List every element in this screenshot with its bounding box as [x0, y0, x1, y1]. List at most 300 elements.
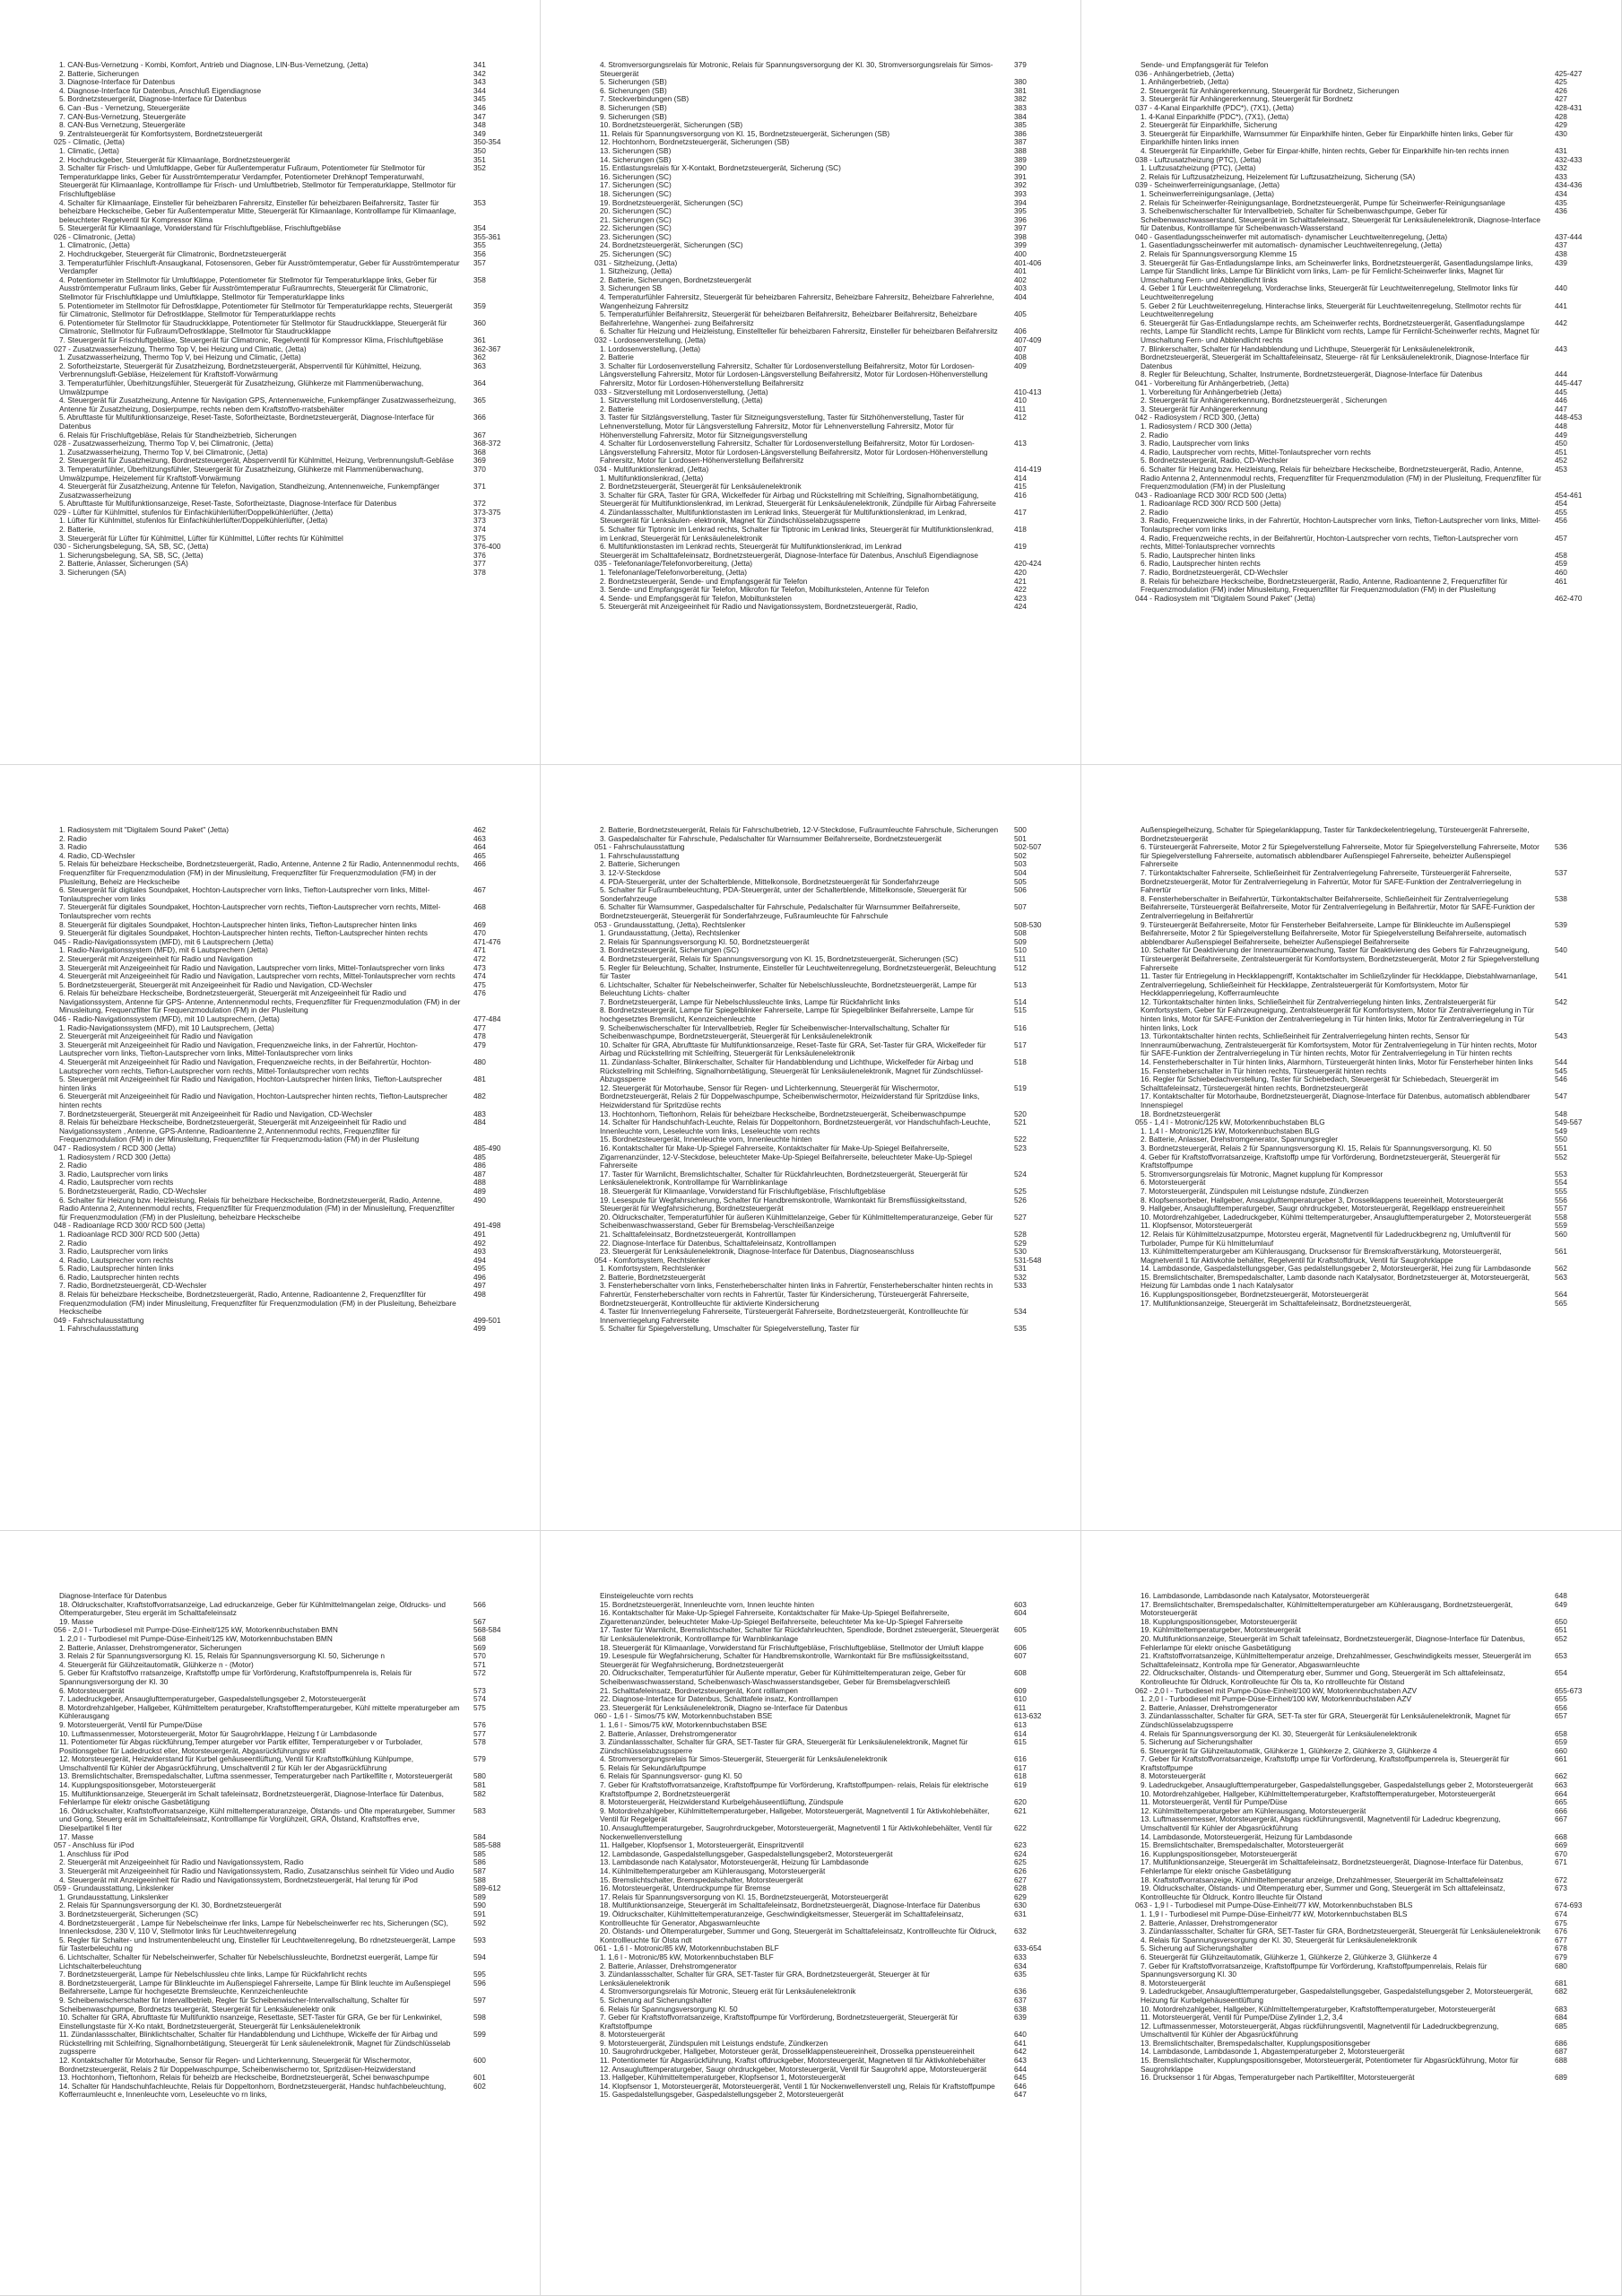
toc-entry — [54, 1058, 513, 1075]
toc-entry — [594, 1927, 1054, 1944]
toc-entry-page-number: 491 — [473, 1229, 486, 1239]
toc-entry-page-number: 432 — [1555, 163, 1567, 173]
toc-entry-title: 2. Batterie, Anlasser, Drehstromgenerator — [600, 1961, 737, 1970]
toc-entry — [54, 1291, 513, 1317]
toc-entry-title: 1. 1,4 l - Motronic/125 kW, Motorkennbuchstaben BLG — [1141, 1126, 1320, 1135]
toc-entry-page-number: 647 — [1014, 2090, 1027, 2100]
toc-entry-title: 3. 12-V-Steckdose — [600, 867, 661, 877]
toc-entry-page-number: 643 — [1014, 2056, 1027, 2066]
toc-entry-page-number: 408 — [1014, 352, 1027, 362]
toc-entry-title: 031 - Sitzheizung, (Jetta) — [594, 257, 678, 267]
toc-entry-page-number: 632 — [1014, 1926, 1027, 1936]
toc-entry-title: 3. Sicherungen SB — [600, 283, 663, 293]
toc-entry — [594, 1970, 1054, 1987]
toc-entry-title: 9. Steuergerät für digitales Soundpaket, Hochton-Lautsprecher hinten rechts, Tiefton-Lautsprecher hinten rechts — [59, 928, 428, 938]
toc-entry-title: 4. Geber für Kraftstoffvorratsanzeige, Kraftstoffp umpe für Vorförderung, Bordnetzsteuergerät, Steuergerät für Kraftstoffpumpe — [1141, 1152, 1501, 1170]
toc-entry-page-number: 370 — [473, 464, 486, 474]
toc-entry — [1135, 1987, 1594, 2005]
toc-entry-page-number: 434-436 — [1555, 180, 1583, 190]
toc-entry-page-number: 460 — [1555, 568, 1567, 578]
toc-entry — [594, 981, 1054, 998]
toc-entry-title: 2. Steuergerät für Anhängererkennung, Bordnetzsteuergerät , Sicherungen — [1141, 396, 1387, 405]
toc-entry-page-number: 543 — [1555, 1031, 1567, 1041]
toc-entry-title: 032 - Lordosenverstellung, (Jetta) — [594, 335, 707, 344]
toc-entry-title: 6. Lichtschalter, Schalter für Nebelscheinwerfer, Schalter für Nebelschlussleuchte, Bordnetzsteuergerät, Lampe für Beleuchtung Lichts- chalter — [600, 979, 977, 998]
toc-entry — [1135, 1884, 1594, 1901]
toc-entry-title: 2. Batterie, Anlasser, Drehstromgenerator, Sicherungen — [59, 1642, 242, 1652]
toc-entry-page-number: 611 — [1014, 1702, 1027, 1712]
toc-entry-page-number: 445-447 — [1555, 378, 1583, 387]
toc-entry-title: 038 - Luftzusatzheizung (PTC), (Jetta) — [1135, 154, 1262, 164]
toc-entry-page-number: 487 — [473, 1169, 486, 1178]
toc-entry-title: 5. Regler für Beleuchtung, Schalter, Instrumente, Einsteller für Leuchtweitenregelung, Bordnetzsteuergerät, Beleuchtung für Taster — [600, 962, 996, 981]
toc-entry-title: 10. Luftmassenmesser, Motorsteuergerät, Motor für Saugrohrklappe, Heizung f ür Lambdasonde — [59, 1728, 377, 1738]
toc-entry — [54, 362, 513, 379]
toc-entry-title: 2. Bordnetzsteuergerät, Steuergerät für Lenksäulenelektronik — [600, 482, 802, 491]
toc-entry-page-number: 419 — [1014, 542, 1027, 552]
toc-entry-page-number: 393 — [1014, 188, 1027, 198]
toc-entry-title: 044 - Radiosystem mit "Digitalem Sound Paket" (Jetta) — [1135, 593, 1315, 603]
toc-entry-page-number: 563 — [1555, 1272, 1567, 1282]
toc-entry — [54, 1738, 513, 1755]
toc-entry-page-number: 629 — [1014, 1892, 1027, 1901]
toc-entry-title: 6. Relais für Spannungsversorgung Kl. 50 — [600, 2004, 738, 2013]
toc-entry-page-number: 453 — [1555, 464, 1567, 474]
toc-entry — [1135, 1092, 1594, 1109]
toc-entry-page-number: 401-406 — [1014, 257, 1042, 267]
toc-entry-title: 17. Bremslichtschalter, Bremspedalschalter, Kühlmitteltemperaturgeber am Kühlerausgang, Bordnetzsteuergerät, Motorsteuergerät — [1141, 1599, 1514, 1618]
toc-entry-page-number: 538 — [1555, 893, 1567, 903]
toc-entry-title: 1. Radiosystem / RCD 300 (Jetta) — [1141, 421, 1253, 430]
toc-entry-title: 11. Potentiometer für Abgasrückführung, Kraftst offdruckgeber, Motorsteuergerät, Magnetven til für Aktivkohlebehälter — [600, 2056, 986, 2066]
toc-entry-title: 2. Hochdruckgeber, Steuergerät für Klimaanlage, Bordnetzsteuergerät — [59, 154, 291, 164]
toc-entry-page-number: 673 — [1555, 1883, 1567, 1893]
toc-entry-page-number: 554 — [1555, 1178, 1567, 1187]
toc-entry-page-number: 568 — [473, 1633, 486, 1643]
toc-entry-title: 2. Steuergerät für Zusatzheizung, Bordnetzsteuergerät, Absperrventil für Kühlmittel, Heizung, Verbrennungsluft-Gebläse — [59, 456, 454, 465]
toc-entry-title: 7. Blinkerschalter, Schalter für Handabblendung und Lichthupe, Steuergerät für Lenksäulenelektronik, Bordnetzsteuergerät, Steuergerät im Schalttafeleinsatz, Steuerge- rät für Lenksäulenelektronik, Diagnose-Interface für Datenbus — [1141, 344, 1530, 370]
toc-entry-title: 9. Ladedruckgeber, Ansauglufttemperaturgeber, Gaspedalstellungsgeber, Gaspedalstellungsgeber 2, Motorsteuergerät, Heizung für Kurbelgehäuseentlüftung — [1141, 1987, 1533, 2005]
toc-entry-title: 3. Sende- und Empfangsgerät für Telefon, Mikrofon für Telefon, Mobiltunkstelen, Antenne für Telefon — [600, 585, 930, 595]
toc-entry-page-number: 674-693 — [1555, 1900, 1583, 1910]
toc-entry-page-number: 513 — [1014, 979, 1027, 989]
toc-entry-page-number: 507 — [1014, 902, 1027, 912]
toc-entry-title: 5. Sicherung auf Sicherungshalter — [1141, 1737, 1253, 1747]
toc-entry-title: 1. Zusatzwasserheizung, Thermo Top V, bei Climatronic, (Jetta) — [59, 447, 268, 457]
toc-entry-title: 19. Bordnetzsteuergerät, Sicherungen (SC) — [600, 197, 743, 207]
toc-entry — [1135, 284, 1594, 301]
toc-entry-title: 19. Lesespule für Wegfahrsicherung, Schalter für Handbremskontrolle, Warnkontakt für Bre msflüssigkeitsstand, Steuergerät für Wegfahrsicherung, Bordnetzsteuergerät — [600, 1651, 969, 1669]
toc-entry-title: 4. Bordnetzsteuergerät , Lampe für Nebelscheinwe rfer links, Lampe für Nebelscheinwerfer rec hts, Sicherungen (SC), Innenlecksdose, 230 V, 110 V, Stellmotor links für Leuchtweitenregelung — [59, 1918, 448, 1936]
toc-entry-page-number: 443 — [1555, 344, 1567, 353]
toc-entry-page-number: 482 — [473, 1091, 486, 1101]
toc-entry-page-number: 450 — [1555, 439, 1567, 448]
toc-entry-title: 2. Radio — [1141, 507, 1168, 517]
toc-entry-page-number: 644 — [1014, 2064, 1027, 2074]
toc-entry-title: 3. Bordnetzsteuergerät, Sicherungen (SC) — [600, 945, 739, 955]
toc-entry-title: 1. Radiosystem / RCD 300 (Jetta) — [59, 1152, 171, 1161]
toc-entry-page-number: 626 — [1014, 1866, 1027, 1875]
toc-entry-title: 13. Bremslichtschalter, Bremspedalschalter, Luftma ssenmesser, Temperaturgeber nach Partikelfilte r, Motorsteuergerät — [59, 1771, 453, 1781]
toc-entry-title: 15. Bremslichtschalter, Kupplungspositionsgeber, Motorsteuergerät, Potentiometer für Abgasrückführung, Motor für Saugrohrklappe — [1141, 2056, 1519, 2074]
toc-entry-title: 5. Bordnetzsteuergerät, Diagnose-Interface für Datenbus — [59, 94, 247, 104]
toc-entry-page-number: 645 — [1014, 2073, 1027, 2083]
toc-entry-title: 1. 1,6 l - Motronic/85 kW, Motorkennbuchstaben BLF — [600, 1952, 774, 1961]
toc-entry-title: 9. Türsteuergerät Beifahrerseite, Motor für Fensterheber Beifahrerseite, Lampe für Blinkleuchte im Außenspiegel Beifahrerseite, Motor 2 für Spiegelverstellung Beifahrerseite, Motor für Spiegelverstellung Beifahrerseite, automatisch abblendbarer Außenspiegel Beifahrerseite, beheizter Außenspiegel Beifahrerseite — [1141, 919, 1527, 946]
toc-entry — [1135, 972, 1594, 998]
toc-entry-page-number: 345 — [473, 94, 486, 104]
toc-entry-page-number: 613 — [1014, 1719, 1027, 1729]
toc-entry-title: 6. Potentiometer für Stellmotor für Staudruckklappe, Potentiometer für Stellmotor für Staudruckklappe, Steuergerät für Climatronic, Stellmotor für Fußraum/Defrostklappe, Stellmotor für Staudruckklappe — [59, 317, 447, 336]
toc-entry-title: 5. Steuergerät mit Anzeigeeinheit für Radio und Navigation, Hochton-Lautsprecher hinten links, Tiefton-Lautsprecher hinten links — [59, 1074, 443, 1092]
toc-entry-page-number: 386 — [1014, 128, 1027, 138]
toc-entry-title: 4. Steuergerät für Einparkhilfe, Geber für Einpar-khilfe, hinten rechts, Geber für Einparkhilfe hin-ten rechts innen — [1141, 145, 1509, 155]
toc-entry-title: 3. Temperaturfühler, Überhitzungsfühler, Steuergerät für Zusatzheizung, Glühkerze mit Flammenüberwachung, Umwälzpumpe, Heizelement für Kraftstoff-Vorwärmung — [59, 464, 424, 483]
toc-entry — [1135, 1815, 1594, 1832]
toc-entry-page-number: 531 — [1014, 1264, 1027, 1274]
toc-entry — [1135, 517, 1594, 534]
toc-entry-page-number: 516 — [1014, 1022, 1027, 1032]
toc-section-heading — [1135, 595, 1594, 604]
toc-entry-title: 14. Lambdasonde, Lambdasonde 1, Abgastemperaturgeber 2, Motorsteuergerät — [1141, 2047, 1405, 2057]
toc-entry-page-number: 549-567 — [1555, 1118, 1583, 1127]
toc-entry-page-number: 422 — [1014, 585, 1027, 595]
toc-entry-title: 049 - Fahrschulausstattung — [54, 1315, 144, 1325]
toc-entry-title: Diagnose-Interface für Datenbus — [59, 1591, 167, 1600]
toc-entry-page-number: 680 — [1555, 1961, 1567, 1970]
toc-entry-title: 4. Temperaturfühler Fahrersitz, Steuergerät für beheizbaren Fahrersitz, Beheizbare Fahrersitz, Beheizbare Fahrerlehne, Wangenheizung Fahrersitz — [600, 292, 994, 310]
toc-entry — [594, 964, 1054, 981]
toc-entry-title: 16. Regler für Schiebedachverstellung, Taster für Schiebedach, Steuergerät für Schiebedach, Steuergerät im Schalttafeleinsatz, Türsteuergerät hinten rechts, Bordnetzsteuergerät — [1141, 1074, 1499, 1092]
toc-entry-page-number: 433 — [1555, 171, 1567, 181]
toc-entry-title: 3. Diagnose-Interface für Datenbus — [59, 77, 176, 87]
toc-entry-page-number: 589 — [473, 1892, 486, 1901]
toc-entry-title: 4. Diagnose-Interface für Datenbus, Anschluß Eigendiagnose — [59, 85, 262, 95]
toc-entry-page-number: 655-673 — [1555, 1685, 1583, 1695]
toc-entry-page-number: 468 — [473, 902, 486, 912]
toc-entry-page-number: 525 — [1014, 1186, 1027, 1196]
toc-entry-page-number: 390 — [1014, 163, 1027, 173]
toc-entry-title: 7. Radio, Bordnetzsteuergerät, CD-Wechsler — [59, 1281, 207, 1291]
toc-entry-title: 030 - Sicherungsbelegung, SA, SB, SC, (Jetta) — [54, 542, 209, 552]
toc-entry-page-number: 439 — [1555, 257, 1567, 267]
toc-entry-page-number: 357 — [473, 257, 486, 267]
toc-entry-page-number: 571 — [473, 1659, 486, 1669]
toc-entry-page-number: 530 — [1014, 1247, 1027, 1257]
toc-entry-page-number: 347 — [473, 111, 486, 121]
toc-entry — [594, 860, 1054, 869]
toc-entry-title: 1. Climatronic, (Jetta) — [59, 240, 130, 250]
toc-entry — [54, 199, 513, 225]
toc-entry-title: 13. Hochtonhorn, Tieftonhorn, Relais für beheizbare Heckscheibe, Bordnetzsteuergerät, Scheibenwaschpumpe — [600, 1109, 967, 1118]
toc-entry-page-number: 359 — [473, 300, 486, 310]
toc-entry-page-number: 449 — [1555, 430, 1567, 439]
toc-entry-title: 3. Steuergerät für Lüfter für Kühlmittel, Lüfter für Kühlmittel, Lüfter rechts für Kühlmittel — [59, 533, 343, 543]
toc-entry-title: 16. Öldruckschalter, Kraftstoffvorratsanzeige, Kühl mitteltemperaturanzeige, Ölstands- und Ölte mperaturgeber, Summer und Gong, Steuerg erät im Schalttafeleinsatz, Kontrolllampe für Vorglühzeit, GRA, Ölstand, Kraftstoffres erve, Dieselpartikel fi lter — [59, 1805, 455, 1833]
toc-entry-title: 5. Schalter für Spiegelverstellung, Umschalter für Spiegelverstellung, Taster für — [600, 1324, 860, 1334]
toc-entry-page-number: 639 — [1014, 2013, 1027, 2022]
toc-entry-title: 5. Sicherungen (SB) — [600, 77, 667, 87]
toc-entry-title: 033 - Sitzverstellung mit Lordosenverstellung, (Jetta) — [594, 387, 768, 396]
toc-entry-page-number: 564 — [1555, 1290, 1567, 1300]
toc-entry-title: 4. Zündanlassschalter, Multifunktionstasten im Lenkrad links, Steuergerät für Multifunktionslenkrad, im Lenkrad, Steuergerät für Lenksäulen- elektronik, Magnet für Zündschlüsselabzugssperre — [600, 507, 967, 526]
toc-entry-title: 2. Radio — [59, 1161, 87, 1170]
toc-entry-title: 22. Diagnose-Interface für Datenbus, Schalttafeleinsatz, Kontrolllampen — [600, 1238, 837, 1248]
toc-entry-page-number: 471 — [473, 945, 486, 955]
toc-entry-page-number: 683 — [1555, 2004, 1567, 2013]
toc-entry-title: 1. Gasentladungsscheinwerfer mit automatisch- dynamischer Leuchtweitenregelung, (Jetta) — [1141, 240, 1443, 250]
toc-entry-page-number: 483 — [473, 1109, 486, 1118]
toc-entry-page-number: 636 — [1014, 1987, 1027, 1996]
toc-entry-title: 3. Radio, Lautsprecher vorn links — [1141, 439, 1250, 448]
toc-entry-page-number: 580 — [473, 1771, 486, 1781]
toc-entry-page-number: 555 — [1555, 1186, 1567, 1196]
toc-entry-page-number: 448 — [1555, 421, 1567, 430]
toc-entry-page-number: 515 — [1014, 1005, 1027, 1015]
toc-entry-page-number: 384 — [1014, 111, 1027, 121]
document-page — [541, 0, 1081, 765]
toc-entry-title: 027 - Zusatzwasserheizung, Thermo Top V, bei Heizung und Climatic, (Jetta) — [54, 344, 307, 353]
toc-entry-title: 7. Steuergerät für Frischluftgebläse, Steuergerät für Climatronic, Regelventil für Kompressor Klima, Frischluftgebläse — [59, 335, 444, 344]
toc-entry-title: 028 - Zusatzwasserheizung, Thermo Top V, bei Climatronic, (Jetta) — [54, 439, 273, 448]
toc-entry-title: 7. Geber für Kraftstoffvorratsanzeige, Kraftstoffpumpe für Vorförderung, Kraftstoffpumpenrelais, Relais für Spannungsversorgung Kl. 30 — [1141, 1961, 1488, 1979]
toc-entry — [594, 345, 1054, 354]
toc-entry-title: 7. Bordnetzsteuergerät, Lampe für Nebelschlussleuchte links, Lampe für Rückfahrlicht links — [600, 996, 900, 1006]
toc-entry — [1135, 895, 1594, 921]
toc-entry — [54, 259, 513, 276]
toc-entry-page-number: 361 — [473, 335, 486, 344]
toc-entry-page-number: 420 — [1014, 568, 1027, 578]
toc-entry-title: 8. Sicherungen (SB) — [600, 102, 667, 112]
toc-entry-page-number: 675 — [1555, 1918, 1567, 1927]
toc-entry-page-number: 560 — [1555, 1229, 1567, 1239]
document-page — [0, 0, 541, 765]
toc-entry-title: 1. Radio-Navigationssystem (MFD), mit 10 Lautsprechern, (Jetta) — [59, 1022, 274, 1032]
toc-entry-title: 3. Fensterheberschalter vorn links, Fensterheberschalter hinten links in Fahrertür, Fensterheberschalter hinten rechts in Fahrertür, Fensterheberschalter vorn rechts in Fahrertür, Taster für Kindersicherung, Türsteuergerät Fahrerseite, Bordnetzsteuergerät, Kontrollleuchte für aktivierte Kindersicherung — [600, 1281, 993, 1308]
toc-entry-page-number: 491-498 — [473, 1221, 501, 1231]
toc-entry-title: 10. Motordrehzahlgeber, Ladedruckgeber, Kühlmi tteltemperaturgeber, Ansauglufttemperaturgeber 2, Motorsteuergerät — [1141, 1212, 1531, 1222]
toc-entry — [54, 903, 513, 920]
toc-entry-title: 1. Radioanlage RCD 300/ RCD 500 (Jetta) — [1141, 499, 1281, 509]
toc-entry-title: 16. Kupplungspositionsgeber, Bordnetzsteuergerät, Motorsteuergerät — [1141, 1290, 1369, 1300]
toc-entry-page-number: 540 — [1555, 945, 1567, 955]
toc-entry-title: 8. Klopfsensorbeber, Hallgeber, Ansauglufttemperaturgeber 3, Drosselklappens teuereinheit, Motorsteuergerät — [1141, 1195, 1504, 1205]
toc-entry-title: 10. Saugrohrdruckgeber, Hallgeber, Motorsteuer gerät, Drosselklappensteuereinheit, Drosselka ppensteuereinheit — [600, 2047, 975, 2057]
toc-entry-page-number: 620 — [1014, 1797, 1027, 1807]
toc-entry-page-number: 416 — [1014, 490, 1027, 500]
toc-entry-title: 12. Türkontaktschalter hinten links, Schließeinheit für Zentralverriegelung hinten links, Zentralsteuergerät für Komfortsystem, Geber für Fahrzeugneigung, Zentralsteuergerät für Komfortsystem, Motor für Zentralverriegelung in Tür hinten links, Motor für SAFE-Funktion der Zentralverriegelung in Tür hinten links, Motor für Zentralverriegelung in Tür hinten links, Lock — [1141, 996, 1534, 1032]
toc-entry-page-number: 509 — [1014, 936, 1027, 946]
toc-entry-title: 3. Steuergerät mit Anzeigeeinheit für Radio und Navigation, Lautsprecher vorn links, Mittel-Tonlautsprecher vorn links — [59, 962, 445, 972]
toc-entry-page-number: 471-476 — [473, 936, 501, 946]
toc-entry-title: 8. Relais für beheizbare Heckscheibe, Bordnetzsteuergerät, Radio, Antenne, Radioantenne 2, Frequenzfilter für Frequenzmodulation (FM) inder Minusleitung, Frequenzfilter für Frequenzmodulation (FM) in der Plusleitung, Beheizbare Heckscheibe — [59, 1290, 456, 1317]
toc-entry — [54, 1669, 513, 1686]
toc-entry-page-number: 622 — [1014, 1823, 1027, 1833]
toc-entry-title: 3. Schalter für Lordosenverstellung Fahrersitz, Schalter für Lordosenverstellung Beifahrersitz, Motor für Lordosen-Längsverstellung Fahrersitz, Motor für Lordosen-Längsverstellung Beifahrersitz, Motor für Lordosen-Höhenverstellung Fahrersitz, Motor für Lordosen-Höhenverstellung Beifahrersitz — [600, 361, 988, 387]
toc-entry-title: 17. Taster für Warnlicht, Bremslichtschalter, Schalter für Rückfahrleuchten, Spendlode, Bordnet zsteuergerät, Steuergerät für Lenksäulenelektronik, Kontrolllampe für Warnblinkanlage — [600, 1625, 1000, 1643]
toc-entry-page-number: 438 — [1555, 249, 1567, 259]
toc-entry-page-number: 503 — [1014, 859, 1027, 869]
toc-entry — [594, 1308, 1054, 1325]
toc-entry — [1135, 1274, 1594, 1291]
toc-entry-page-number: 682 — [1555, 1987, 1567, 1996]
toc-entry-title: 14. Lambdasonde, Motorsteuergerät, Heizung für Lambdasonde — [1141, 1831, 1353, 1841]
toc-entry-page-number: 641 — [1014, 2038, 1027, 2048]
toc-entry-page-number: 489 — [473, 1186, 486, 1196]
toc-entry-title: 7. Geber für Kraftstoffvorratsanzeige, Kraftstoffpumpe für Vorförderung, Bordnetzsteuergerät, Steuergerät für Kraftstoffpumpe — [600, 2013, 958, 2031]
toc-entry-title: 2. Batterie — [600, 404, 634, 413]
toc-entry-title: 15. Multifunktionsanzeige, Steuergerät im Schalt tafeleinsatz, Bordnetzsteuergerät, Diagnose-Interface für Datenbus, Fehlerlampe für elektr onische Gasbetätigung — [59, 1788, 444, 1807]
toc-entry-page-number: 549 — [1555, 1126, 1567, 1135]
toc-entry-page-number: 401 — [1014, 266, 1027, 276]
toc-entry-title: 2. Steuergerät für Einparkhilfe, Sicherung — [1141, 120, 1278, 130]
toc-entry-page-number: 669 — [1555, 1840, 1567, 1850]
toc-entry-title: 6. Steuergerät mit Anzeigeeinheit für Radio und Navigation, Hochton-Lautsprecher hinten rechts, Tiefton-Lautsprecher hinten rechts — [59, 1091, 448, 1109]
toc-entry-title: 5. Relais für Sekundärluftpumpe — [600, 1762, 707, 1772]
toc-entry-title: 4. Radio, Lautsprecher vorn rechts, Mittel-Tonlautsprecher vorn rechts — [1141, 447, 1371, 457]
toc-entry-title: 2. Batterie, — [59, 525, 96, 535]
toc-entry — [594, 1170, 1054, 1187]
toc-entry-title: 12. Lambdasonde, Gaspedalstellungsgeber, Gaspedalstellungsgeber2, Motorsteuergerät — [600, 1848, 893, 1858]
toc-entry-page-number: 481 — [473, 1074, 486, 1084]
toc-entry-title: 17. Kontaktschalter für Motorhaube, Bordnetzsteuergerät, Diagnose-Interface für Datenbus, automatisch abblendbarer Innenspiegel — [1141, 1091, 1531, 1109]
toc-entry-title: 4. Taster für Innenverriegelung Fahrerseite, Türsteuergerät Fahrerseite, Bordnetzsteuergerät, Kontrollleuchte für Innenverriegelung Fahrerseite — [600, 1307, 969, 1325]
toc-entry-page-number: 633-654 — [1014, 1944, 1042, 1953]
toc-entry-title: 12. Ansauglufttemperaturgeber, Saugr ohrdruckgeber, Motorsteuergerät, Ventil für Saugrohrkl appe, Motorsteuergerät — [600, 2064, 987, 2074]
toc-entry-title: 16. Kontaktschalter für Make-Up-Spiegel Fahrerseite, Kontaktschalter für Make-Up-Spiegel Beifahrerseite, Zigarrenanzünder, 12-V-Steckdose, beleuchteter Make-Up-Spiegel Beifahrerseite, beleuchteter Make-Up-Spiegel Fahrerseite — [600, 1143, 973, 1170]
document-page — [541, 765, 1081, 1531]
toc-entry-title: 055 - 1,4 l - Motronic/125 kW, Motorkennbuchstaben BLG — [1135, 1118, 1325, 1127]
toc-entry-page-number: 583 — [473, 1805, 486, 1815]
toc-entry-title: 7. Geber für Kraftstoffvorratsanzeige, Kraftstoffp umpe für Vorförderung, Kraftstoffpumpenrela is, Steuergerät für Kraftstoffpumpe — [1141, 1754, 1510, 1772]
toc-entry-title: 2. Batterie — [600, 352, 634, 362]
toc-entry-page-number: 448-453 — [1555, 413, 1583, 422]
toc-entry-title: 1. Telefonanlage/Telefonvorbereitung, (Jetta) — [600, 568, 748, 578]
toc-entry-title: 12. Hochtonhorn, Bordnetzsteuergerät, Sicherungen (SB) — [600, 137, 790, 147]
toc-entry-title: 043 - Radioanlage RCD 300/ RCD 500 (Jetta) — [1135, 490, 1287, 500]
toc-entry-page-number: 602 — [473, 2081, 486, 2091]
toc-entry-page-number: 688 — [1555, 2056, 1567, 2066]
toc-entry — [54, 1755, 513, 1772]
toc-entry-title: 8. Fensterheberschalter in Beifahrertür, Türkontaktschalter Beifahrerseite, Schließeinheit für Zentralverriegelung Beifahrerseite, Türsteuergerät Beifahrerseite, Motor für Zentralverriegelung in Beifahrertür, Motor für SAFE-Funktion der Zentralverriegelung in Beifahrertür — [1141, 893, 1535, 920]
toc-entry-page-number: 614 — [1014, 1728, 1027, 1738]
toc-entry-title: 9. Motordrehzahlgeber, Kühlmitteltemperaturgeber, Hallgeber, Motorsteuergerät, Magnetventil 1 für Aktivkohlebehälter, Ventil für Regelgerät — [600, 1805, 990, 1824]
toc-entry-page-number: 344 — [473, 85, 486, 95]
toc-entry-page-number: 603 — [1014, 1599, 1027, 1609]
toc-entry-page-number: 581 — [473, 1780, 486, 1790]
toc-entry-title: 4. Steuergerät für Zusatzheizung, Antenne für Navigation GPS, Antennenweiche, Funkempfänger Zusatzwasserheizung, Antenne für Zusatzheizung, Dosierpumpe, rechts neben dem Kraftstoffvo-rratsbehälter — [59, 396, 456, 413]
toc-entry-title: 14. Fensterheberschalter in Tür hinten links, Alarmhorn, Türsteuergerät hinten links, Motor für Fensterheber hinten links — [1141, 1057, 1533, 1067]
toc-entry-page-number: 496 — [473, 1272, 486, 1282]
toc-entry-page-number: 342 — [473, 68, 486, 78]
toc-entry-title: 4. Schalter für Lordosenverstellung Fahrersitz, Schalter für Lordosenverstellung Beifahrersitz, Motor für Lordosen-Längsverstellung Fahrersitz, Motor für Lordosen-Längsverstellung Beifahrersitz, Motor für Lordosen-Höhenverstellung Fahrersitz, Motor für Lordosen-Höhenverstellung Beifahrersitz — [600, 439, 988, 465]
toc-entry-title: 056 - 2,0 l - Turbodiesel mit Pumpe-Düse-Einheit/125 kW, Motorkennbuchstaben BMN — [54, 1625, 338, 1635]
toc-entry-title: 11. Zündanlassschalter, Blinklichtschalter, Schalter für Handabblendung und Lichthupe, Wickelfe der für Airbag und Rückstellring mit Schleifring, Signalhornbetätigung, Steuergerät für Lenk säulenelektronik, Magnet für Zündschlüsselab zugssperre — [59, 2030, 451, 2057]
toc-entry-title: 8. Motorsteuergerät — [1141, 1771, 1206, 1781]
toc-entry-title: 18. Steuergerät für Klimaanlage, Vorwiderstand für Frischluftgebläse, Frischluftgebläse, Stellmotor der Umluft klappe — [600, 1642, 984, 1652]
toc-entry — [594, 526, 1054, 543]
toc-entry-page-number: 466 — [473, 859, 486, 869]
toc-entry-page-number: 649 — [1555, 1599, 1567, 1609]
toc-entry-page-number: 395 — [1014, 206, 1027, 216]
toc-entry — [1135, 1248, 1594, 1265]
toc-entry-title: 5. Sicherung auf Sicherungshalter — [600, 1995, 712, 2005]
toc-entry-page-number: 440 — [1555, 283, 1567, 293]
toc-entry — [594, 1084, 1054, 1110]
toc-entry-page-number: 396 — [1014, 214, 1027, 224]
toc-entry — [594, 1807, 1054, 1824]
toc-entry — [1135, 1755, 1594, 1772]
toc-entry-title: 3. Zündanlassschalter, Schalter für GRA, SET-Ta ster für GRA, Steuergerät für Lenksäulenelektronik, Magnet für Zündschlüsselabzugssperre — [1141, 1711, 1511, 1729]
toc-entry-page-number: 541 — [1555, 971, 1567, 981]
toc-entry-page-number: 428 — [1555, 111, 1567, 121]
toc-entry-title: 5. Stromversorgungsrelais für Motronic, Magnet kupplung für Kompressor — [1141, 1169, 1383, 1178]
toc-entry-title: 5. Geber 2 für Leuchtweitenregelung, Hinterachse links, Steuergerät für Leuchtweitenregelung, Stellmotor rechts für Leuchtweitenregelung — [1141, 300, 1522, 319]
toc-entry-page-number: 356 — [473, 249, 486, 259]
toc-entry-page-number: 430 — [1555, 128, 1567, 138]
toc-entry — [1135, 130, 1594, 147]
toc-entry-title: 9. Ladedruckgeber, Ansauglufttemperaturgeber, Gaspedalstellungsgeber, Gaspedalstellungs geber 2, Motorsteuergerät — [1141, 1780, 1533, 1790]
toc-entry-title: 1. 2,0 l - Turbodiesel mit Pumpe-Düse-Einheit/125 kW, Motorkennbuchstaben BMN — [59, 1633, 333, 1643]
toc-entry-page-number: 470 — [473, 928, 486, 938]
toc-entry-page-number: 399 — [1014, 240, 1027, 250]
toc-entry-title: 10. Motordrehzahlgeber, Hallgeber, Kühlmitteltemperaturgeber, Kraftstofftemperaturgeber, Motorsteuergerät — [1141, 1788, 1496, 1798]
toc-entry-title: 6. Relais für beheizbare Heckscheibe, Bordnetzsteuergerät, Steuergerät mit Anzeigeeinheit für Radio und Navigationssystem, Antenne für GPS- Antenne, Antennenmodul rechts, Frequenzfilter für Frequenzmodulation (FM) in der Minusleitung, Frequenzfilter für Frequenzmodulation (FM) in der Plusleitung — [59, 988, 461, 1015]
toc-entry-page-number: 467 — [473, 885, 486, 895]
toc-entry-page-number: 442 — [1555, 317, 1567, 327]
toc-entry-page-number: 405 — [1014, 309, 1027, 319]
toc-entry-page-number: 635 — [1014, 1970, 1027, 1979]
toc-entry-title: 2. Batterie, Anlasser, Drehstromgenerator — [1141, 1702, 1278, 1712]
toc-entry-title: 047 - Radiosystem / RCD 300 (Jetta) — [54, 1143, 177, 1152]
toc-entry-page-number: 576 — [473, 1719, 486, 1729]
toc-entry-title: 3. Zündanlassschalter, Schalter für GRA, SET-Taster für GRA, Bordnetzsteuergerät, Steuergerät für Lenksäulenelektronik — [1141, 1926, 1540, 1936]
toc-entry-page-number: 435 — [1555, 197, 1567, 207]
toc-entry — [594, 1144, 1054, 1170]
toc-entry-page-number: 664 — [1555, 1788, 1567, 1798]
toc-entry-title: 9. Sicherungen (SB) — [600, 111, 667, 121]
toc-entry-title: 2. Relais für Spannungsversorgung Klemme 15 — [1141, 249, 1297, 259]
toc-entry-page-number: 520 — [1014, 1109, 1027, 1118]
toc-entry — [594, 61, 1054, 78]
toc-entry-title: 025 - Climatic, (Jetta) — [54, 137, 125, 147]
toc-entry-title: 3. Steuergerät für Anhängererkennung — [1141, 404, 1268, 413]
toc-entry-title: 6. Multifunktionstasten im Lenkrad rechts, Steuergerät für Multifunktionslenkrad, im Lenkrad — [600, 542, 902, 552]
toc-entry-title: 2. Batterie, Sicherungen, Bordnetzsteuergerät — [600, 274, 751, 284]
toc-entry-title: 10. Schalter für GRA, Abrufttaste für Multifunktio nsanzeige, Resettaste, SET-Taster für GRA, Ge ber für Lenkwinkel, Einstellungstaste für X-Ko ntakt, Bordnetzsteuergerät, Steuergerät für Lenksäulenelektronik — [59, 2013, 443, 2031]
toc-entry — [1135, 259, 1594, 285]
toc-entry-page-number: 616 — [1014, 1754, 1027, 1764]
toc-entry-title: 1. Sitzverstellung mit Lordosenverstellung, (Jetta) — [600, 396, 763, 405]
toc-entry-page-number: 358 — [473, 274, 486, 284]
toc-entry — [54, 465, 513, 483]
toc-entry-page-number: 686 — [1555, 2038, 1567, 2048]
toc-entry-title: 4. Radio, Lautsprecher vorn rechts — [59, 1178, 174, 1187]
toc-entry — [54, 1075, 513, 1092]
toc-entry-page-number: 379 — [1014, 60, 1027, 69]
toc-entry-title: 18. Kupplungspositionsgeber, Motorsteuergerät — [1141, 1616, 1297, 1626]
toc-entry-title: 8. CAN-Bus Vernetzung, Steuergeräte — [59, 120, 186, 130]
toc-entry-page-number: 380 — [1014, 77, 1027, 87]
toc-entry-page-number: 575 — [473, 1702, 486, 1712]
toc-entry — [594, 1213, 1054, 1231]
toc-entry-title: 8. Bordnetzsteuergerät, Lampe für Spiegelblinker Fahrerseite, Lampe für Spiegelblinker Beifahrerseite, Lampe für hochgesetztes Bremslicht, Kennzeichenleuchte — [600, 1005, 974, 1024]
toc-entry-title: 5. Relais für beheizbare Heckscheibe, Bordnetzsteuergerät, Radio, Antenne, Antenne 2 für Radio, Antennenmodul rechts, Frequenzfilter für Frequenzmodulation (FM) in der Minusleitung, Frequenzfilter für Frequenzmodulation (FM) in der Plusleitung, Beheiz are Heckscheibe — [59, 859, 460, 886]
toc-entry-title: 3. Relais 2 für Spannungsversorgung Kl. 15, Relais für Spannungsversorgung Kl. 50, Sicherunge n — [59, 1651, 385, 1661]
toc-entry-page-number: 524 — [1014, 1169, 1027, 1178]
toc-entry-title: 3. Temperaturfühler Frischluft-Ansaugkanal, Fotosensoren, Geber für Ausströmtemperatur, Geber für Ausströmtemperatur Verdampfer — [59, 257, 460, 276]
toc-entry-page-number: 376 — [473, 550, 486, 560]
